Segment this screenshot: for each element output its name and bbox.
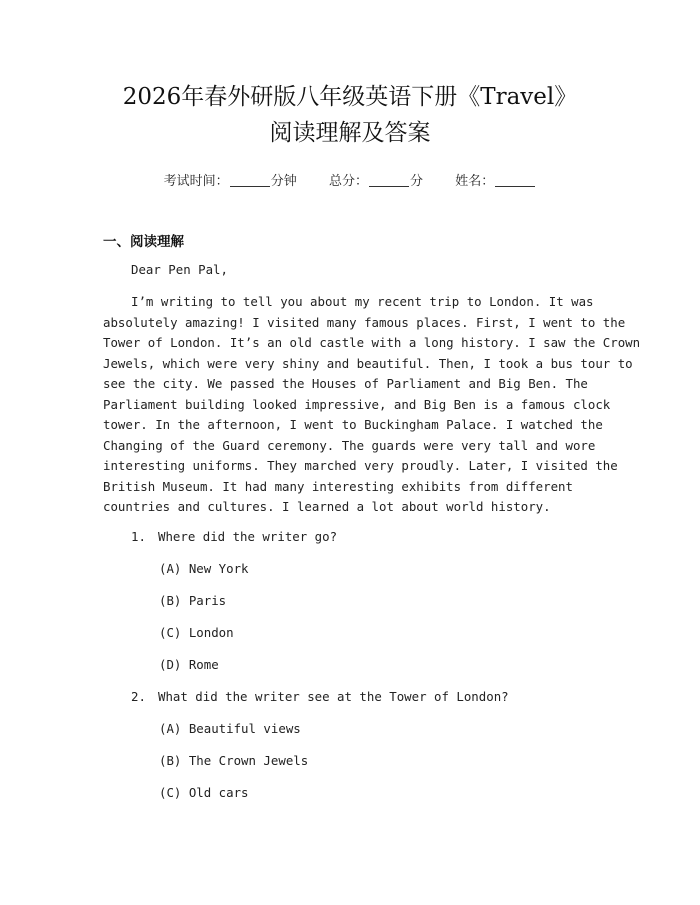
exam-time-unit: 分钟: [270, 174, 297, 189]
passage-line: countries and cultures. I learned a lot about world history.: [103, 499, 551, 514]
student-name-label: 姓名：: [455, 174, 495, 189]
question-text: Where did the writer go?: [158, 529, 338, 544]
question-number: 2.: [131, 689, 146, 704]
question-number: 1.: [131, 529, 146, 544]
passage-line: Parliament building looked impressive, and Big Ben is a famous clock: [103, 396, 611, 412]
exam-info-line: [0, 170, 700, 189]
exam-time-blank: [230, 174, 270, 187]
document-subtitle: 阅读理解及答案: [269, 120, 431, 146]
passage-line: I’m writing to tell you about my recent trip to London. It was: [131, 294, 594, 309]
question-1-option-a[interactable]: (A) New York: [159, 561, 249, 576]
question-text: What did the writer see at the Tower of London?: [158, 689, 509, 704]
letter-greeting: Dear Pen Pal,: [131, 262, 228, 277]
passage-line: interesting uniforms. They marched very proudly. Later, I visited the: [103, 458, 618, 473]
exam-time-label: 考试时间：: [163, 174, 229, 189]
question-2: [131, 689, 509, 704]
exam-time-field: [164, 170, 297, 189]
passage-line: absolutely amazing! I visited many famous places. First, I went to the: [103, 314, 626, 330]
total-score-field: [329, 170, 423, 189]
section-heading: 一、阅读理解: [103, 234, 184, 250]
passage-line: tower. In the afternoon, I went to Buckingham Palace. I watched the: [103, 417, 603, 432]
passage-line: see the city. We passed the Houses of Parliament and Big Ben. The: [103, 376, 588, 391]
question-2-option-c[interactable]: (C) Old cars: [159, 785, 249, 800]
passage-line: Tower of London. It’s an old castle with a long history. I saw the Crown: [103, 335, 641, 350]
question-1-option-c[interactable]: (C) London: [159, 625, 234, 640]
student-name-field: [455, 170, 536, 189]
question-1: [131, 529, 337, 544]
student-name-blank: [495, 174, 535, 187]
question-1-option-d[interactable]: (D) Rome: [159, 657, 219, 672]
total-score-unit: 分: [410, 174, 424, 189]
total-score-label: 总分：: [328, 174, 368, 189]
question-2-option-b[interactable]: (B) The Crown Jewels: [159, 753, 309, 768]
reading-passage: [103, 292, 641, 518]
question-1-option-b[interactable]: (B) Paris: [159, 593, 227, 608]
question-2-option-a[interactable]: (A) Beautiful views: [159, 721, 301, 736]
total-score-blank: [369, 174, 409, 187]
passage-line: Changing of the Guard ceremony. The guards were very tall and wore: [103, 437, 596, 453]
passage-line: British Museum. It had many interesting exhibits from different: [103, 478, 573, 494]
document-title: 2026年春外研版八年级英语下册《Travel》: [122, 84, 578, 110]
passage-line: Jewels, which were very shiny and beautiful. Then, I took a bus tour to: [103, 355, 633, 371]
